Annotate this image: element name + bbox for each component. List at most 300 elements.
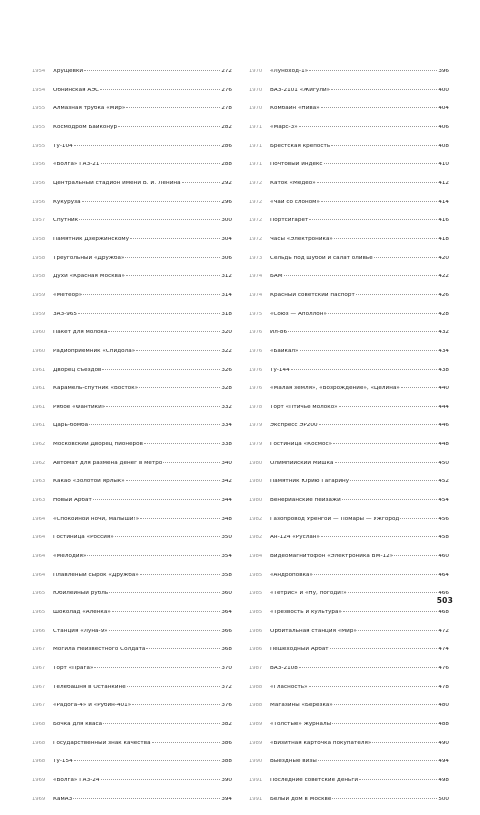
toc-entry [32, 647, 232, 666]
entry-page-number: 454 [438, 498, 449, 504]
entry-page-number: 348 [221, 516, 232, 522]
entry-page-number: 450 [438, 460, 449, 466]
entry-title: «Марс-3» [270, 124, 298, 130]
entry-year: 1976 [249, 348, 263, 354]
entry-title: Хрущёвки [53, 69, 84, 74]
entry-year: 1957 [32, 218, 46, 224]
entry-year: 1972 [249, 180, 263, 186]
toc-entry [249, 144, 449, 163]
entry-year: 1967 [32, 684, 46, 690]
entry-title: «Метеор» [53, 292, 83, 298]
toc-entry [249, 405, 449, 424]
entry-page-number: 434 [438, 348, 449, 354]
dot-leader [374, 257, 438, 258]
dot-leader [332, 798, 437, 799]
entry-year: 1971 [249, 124, 263, 130]
entry-page-number: 320 [221, 330, 232, 336]
entry-title: ВАЗ-2108 [270, 666, 298, 671]
entry-title: «Визитная карточка покупателя» [270, 740, 372, 746]
toc-entry [32, 554, 232, 573]
toc-entry [32, 200, 232, 219]
entry-year: 1962 [32, 460, 46, 466]
entry-year: 1965 [32, 610, 46, 616]
toc-entry [249, 386, 449, 405]
toc-entry [32, 461, 232, 480]
entry-title: Алмазная трубка «Мир» [53, 106, 126, 112]
entry-page-number: 396 [438, 69, 449, 74]
entry-page-number: 476 [438, 666, 449, 671]
dot-leader [333, 443, 437, 444]
entry-page-number: 438 [438, 367, 449, 373]
dot-leader [300, 350, 438, 351]
entry-title: БАМ [270, 274, 283, 280]
entry-year: 1966 [32, 628, 46, 634]
page-number: 503 [436, 596, 453, 605]
entry-page-number: 276 [221, 87, 232, 93]
dot-leader [83, 294, 220, 295]
entry-page-number: 300 [221, 218, 232, 224]
entry-year: 1955 [32, 124, 46, 130]
toc-entry [32, 629, 232, 648]
dot-leader [401, 387, 437, 388]
entry-title: Ил-86 [270, 330, 288, 336]
entry-page-number: 296 [221, 199, 232, 205]
entry-page-number: 328 [221, 386, 232, 392]
entry-page-number: 456 [438, 516, 449, 522]
entry-title: «Мелодия» [53, 554, 87, 560]
toc-entry [249, 535, 449, 554]
entry-year: 1955 [32, 143, 46, 149]
entry-page-number: 326 [221, 367, 232, 373]
entry-page-number: 286 [221, 143, 232, 149]
toc-entry [249, 312, 449, 331]
dot-leader [102, 369, 220, 370]
entry-year: 1970 [249, 87, 263, 93]
dot-leader [139, 387, 220, 388]
entry-page-number: 394 [221, 796, 232, 802]
dot-leader [342, 499, 438, 500]
toc-entry [32, 218, 232, 237]
entry-year: 1984 [249, 554, 263, 560]
toc-entry [32, 703, 232, 722]
entry-page-number: 490 [438, 740, 449, 746]
entry-page-number: 360 [221, 591, 232, 597]
dot-leader [321, 107, 438, 108]
entry-year: 1961 [32, 386, 46, 392]
entry-page-number: 332 [221, 404, 232, 410]
entry-title: Экспресс ЭР200 [270, 423, 318, 429]
entry-title: Бочка для кваса [53, 721, 103, 727]
toc-entry [249, 181, 449, 200]
entry-page-number: 452 [438, 479, 449, 485]
entry-year: 1964 [32, 516, 46, 522]
entry-year: 1955 [32, 106, 46, 112]
toc-entry [249, 423, 449, 442]
toc-entry [249, 685, 449, 704]
entry-title: Ту-104 [53, 143, 73, 149]
entry-page-number: 408 [438, 143, 449, 149]
entry-title: «Байкал» [270, 348, 299, 354]
entry-page-number: 446 [438, 423, 449, 429]
entry-page-number: 318 [221, 311, 232, 317]
entry-year: 1968 [32, 721, 46, 727]
entry-year: 1985 [249, 591, 263, 597]
entry-title: Станция «Луна-9» [53, 628, 108, 634]
entry-title: Ан-124 «Руслан» [270, 535, 320, 541]
toc-entry [249, 703, 449, 722]
entry-page-number: 480 [438, 703, 449, 709]
entry-year: 1968 [32, 740, 46, 746]
toc-entry [32, 125, 232, 144]
toc-entry [249, 461, 449, 480]
entry-title: Белый дом в Москве [270, 796, 332, 802]
entry-page-number: 416 [438, 218, 449, 224]
dot-leader [334, 238, 437, 239]
dot-leader [299, 667, 437, 668]
entry-page-number: 412 [438, 180, 449, 186]
dot-leader [109, 592, 220, 593]
toc-entry [249, 330, 449, 349]
dot-leader [125, 257, 220, 258]
dot-leader [394, 555, 437, 556]
entry-year: 1982 [249, 535, 263, 541]
dot-leader [79, 219, 220, 220]
entry-year: 1974 [249, 274, 263, 280]
entry-title: Портсигарет [270, 218, 309, 224]
entry-title: Красный советский паспорт [270, 292, 355, 298]
entry-page-number: 414 [438, 199, 449, 205]
toc-entry [32, 88, 232, 107]
dot-leader [136, 350, 220, 351]
toc-entry [32, 778, 232, 797]
entry-page-number: 440 [438, 386, 449, 392]
dot-leader [126, 275, 220, 276]
entry-page-number: 304 [221, 236, 232, 242]
entry-title: Треугольный «Дружба» [53, 255, 125, 261]
entry-title: «Толстые» журналы [270, 721, 332, 727]
dot-leader [93, 499, 220, 500]
entry-page-number: 468 [438, 610, 449, 616]
entry-title: Каток «Медео» [270, 180, 316, 186]
entry-title: Плавленый сырок «Дружба» [53, 572, 139, 578]
dot-leader [309, 70, 437, 71]
entry-page-number: 478 [438, 684, 449, 690]
entry-title: Телебашня в Останкине [53, 684, 126, 690]
entry-page-number: 428 [438, 311, 449, 317]
entry-title: Какао «Золотой ярлык» [53, 479, 125, 485]
toc-entry [249, 368, 449, 387]
toc-entry [249, 759, 449, 778]
toc-entry [32, 256, 232, 275]
entry-title: Центральный стадион имени В. И. Ленина [53, 180, 181, 186]
entry-title: Ту-154 [53, 759, 73, 765]
entry-year: 1978 [249, 404, 263, 410]
dot-leader [82, 201, 221, 202]
entry-title: ЗАЗ-965 [53, 311, 78, 317]
entry-title: КамАЗ [53, 796, 73, 802]
entry-title: Царь-бомба [53, 423, 89, 429]
toc-entry [249, 218, 449, 237]
entry-title: Радиоприемник «Спидола» [53, 348, 136, 354]
entry-year: 1979 [249, 423, 263, 429]
entry-title: Духи «Красная Москва» [53, 274, 125, 280]
toc-entry [32, 666, 232, 685]
dot-leader [334, 704, 437, 705]
entry-year: 1988 [249, 684, 263, 690]
dot-leader [372, 742, 437, 743]
dot-leader [284, 275, 438, 276]
dot-leader [314, 574, 437, 575]
entry-title: Венерианские пейзажи [270, 498, 341, 504]
toc-entry [249, 237, 449, 256]
entry-page-number: 426 [438, 292, 449, 298]
entry-title: Памятник Юрию Гагарину [270, 479, 350, 485]
dot-leader [126, 107, 220, 108]
entry-title: «Волга» ГАЗ-21 [53, 162, 100, 168]
entry-year: 1958 [32, 255, 46, 261]
dot-leader [140, 518, 220, 519]
dot-leader [74, 145, 221, 146]
entry-title: Космодром Байконур [53, 124, 118, 130]
entry-year: 1991 [249, 777, 263, 783]
entry-title: Магазины «Березка» [270, 703, 333, 709]
entry-page-number: 312 [221, 274, 232, 280]
dot-leader [101, 779, 221, 780]
entry-title: ВАЗ-2101 «Жигули» [270, 87, 331, 93]
dot-leader [152, 742, 221, 743]
entry-title: Московский Дворец пионеров [53, 442, 143, 448]
entry-page-number: 488 [438, 721, 449, 727]
toc-entry [32, 610, 232, 629]
entry-title: «Тетрис» и «Ну, погоди!» [270, 591, 347, 597]
entry-title: Автомат для размена денег в метро [53, 460, 163, 466]
entry-title: Карамель-спутник «Восток» [53, 386, 139, 392]
entry-page-number: 322 [221, 348, 232, 354]
entry-year: 1963 [32, 498, 46, 504]
entry-year: 1961 [32, 404, 46, 410]
toc-entry [32, 405, 232, 424]
entry-page-number: 272 [221, 69, 232, 74]
entry-year: 1960 [32, 348, 46, 354]
entry-title: Торт «Прага» [53, 666, 94, 671]
toc-entry [32, 386, 232, 405]
dot-leader [74, 760, 221, 761]
toc-entry [249, 666, 449, 685]
entry-title: Ту-144 [270, 367, 290, 373]
contents-column-right [249, 69, 449, 815]
entry-title: Пакет для молока [53, 330, 108, 336]
toc-entry [32, 423, 232, 442]
entry-title: Гостиница «Россия» [53, 535, 114, 541]
entry-page-number: 500 [438, 796, 449, 802]
entry-title: Часы «Электроника» [270, 236, 333, 242]
entry-page-number: 278 [221, 106, 232, 112]
dot-leader [78, 313, 220, 314]
entry-year: 1989 [249, 721, 263, 727]
entry-year: 1990 [249, 759, 263, 765]
dot-leader [115, 536, 221, 537]
entry-year: 1970 [249, 69, 263, 74]
entry-page-number: 444 [438, 404, 449, 410]
entry-title: Обнинская АЭС [53, 87, 100, 93]
entry-year: 1979 [249, 442, 263, 448]
entry-page-number: 364 [221, 610, 232, 616]
entry-page-number: 494 [438, 759, 449, 765]
toc-entry [32, 797, 232, 815]
toc-entry [32, 349, 232, 368]
dot-leader [319, 424, 438, 425]
toc-entry [32, 498, 232, 517]
entry-year: 1961 [32, 367, 46, 373]
entry-page-number: 404 [438, 106, 449, 112]
entry-year: 1988 [249, 703, 263, 709]
entry-title: Олимпийский Мишка [270, 460, 334, 466]
dot-leader [350, 480, 437, 481]
entry-page-number: 400 [438, 87, 449, 93]
dot-leader [330, 648, 438, 649]
entry-page-number: 466 [438, 591, 449, 597]
toc-entry [249, 106, 449, 125]
entry-page-number: 282 [221, 124, 232, 130]
entry-title: «Андроповка» [270, 572, 313, 578]
toc-entry [32, 312, 232, 331]
entry-title: Выездные визы [270, 759, 317, 765]
entry-page-number: 358 [221, 572, 232, 578]
entry-year: 1964 [32, 554, 46, 560]
entry-title: Государственный знак качества [53, 740, 151, 746]
toc-entry [249, 88, 449, 107]
toc-entry [249, 125, 449, 144]
toc-entry [249, 517, 449, 536]
toc-entry [32, 274, 232, 293]
dot-leader [400, 518, 437, 519]
entry-title: Торт «Птичье молоко» [270, 404, 338, 410]
dot-leader [112, 611, 221, 612]
toc-entry [249, 442, 449, 461]
toc-entry [249, 200, 449, 219]
entry-year: 1965 [32, 591, 46, 597]
entry-page-number: 432 [438, 330, 449, 336]
dot-leader [331, 89, 437, 90]
dot-leader [291, 369, 438, 370]
entry-page-number: 382 [221, 721, 232, 727]
entry-year: 1971 [249, 162, 263, 168]
entry-title: Брестская крепость [270, 143, 331, 149]
entry-year: 1969 [32, 796, 46, 802]
toc-entry [32, 722, 232, 741]
entry-year: 1971 [249, 143, 263, 149]
entry-title: «Союз — Аполлон» [270, 311, 327, 317]
entry-page-number: 460 [438, 554, 449, 560]
entry-year: 1976 [249, 330, 263, 336]
entry-year: 1956 [32, 180, 46, 186]
dot-leader [359, 779, 437, 780]
entry-title: Последние советские деньги [270, 777, 359, 783]
dot-leader [321, 201, 437, 202]
toc-entry [249, 797, 449, 815]
entry-page-number: 458 [438, 535, 449, 541]
toc-entry [32, 591, 232, 610]
entry-page-number: 288 [221, 162, 232, 168]
dot-leader [318, 760, 438, 761]
entry-year: 1962 [32, 442, 46, 448]
dot-leader [109, 630, 221, 631]
entry-year: 1972 [249, 218, 263, 224]
toc-entry [32, 368, 232, 387]
toc-entry [249, 647, 449, 666]
dot-leader [356, 294, 438, 295]
dot-leader [317, 182, 438, 183]
entry-title: Кукуруза [53, 199, 81, 205]
entry-page-number: 464 [438, 572, 449, 578]
entry-year: 1960 [32, 330, 46, 336]
entry-page-number: 354 [221, 554, 232, 560]
entry-year: 1964 [32, 572, 46, 578]
entry-title: Сельдь под шубой и салат оливье [270, 255, 373, 261]
dot-leader [84, 70, 220, 71]
entry-page-number: 386 [221, 740, 232, 746]
entry-page-number: 350 [221, 535, 232, 541]
entry-year: 1959 [32, 292, 46, 298]
toc-entry [249, 349, 449, 368]
entry-page-number: 368 [221, 647, 232, 653]
entry-year: 1959 [32, 311, 46, 317]
entry-title: Шоколад «Аленка» [53, 610, 111, 616]
entry-title: Памятник Дзержинскому [53, 236, 130, 242]
dot-leader [339, 406, 438, 407]
entry-year: 1967 [32, 666, 46, 671]
dot-leader [324, 163, 438, 164]
toc-entry [32, 106, 232, 125]
toc-entry [249, 610, 449, 629]
entry-year: 1961 [32, 423, 46, 429]
entry-page-number: 448 [438, 442, 449, 448]
entry-page-number: 390 [221, 777, 232, 783]
entry-year: 1958 [32, 236, 46, 242]
dot-leader [140, 574, 220, 575]
dot-leader [309, 219, 437, 220]
entry-title: «Трезвость и культура» [270, 610, 342, 616]
toc-entry [32, 759, 232, 778]
entry-page-number: 406 [438, 124, 449, 130]
entry-title: Рябое «Фантики» [53, 404, 106, 410]
entry-title: Могила Неизвестного Солдата [53, 647, 146, 653]
dot-leader [94, 667, 220, 668]
entry-page-number: 344 [221, 498, 232, 504]
entry-page-number: 306 [221, 255, 232, 261]
toc-entry [249, 498, 449, 517]
entry-year: 1976 [249, 386, 263, 392]
dot-leader [127, 686, 221, 687]
toc-entry [32, 181, 232, 200]
dot-leader [343, 611, 437, 612]
toc-entry [249, 722, 449, 741]
toc-entry [32, 330, 232, 349]
dot-leader [309, 686, 438, 687]
dot-leader [101, 163, 221, 164]
entry-page-number: 418 [438, 236, 449, 242]
entry-year: 1954 [32, 69, 46, 74]
toc-entry [249, 573, 449, 592]
entry-title: Пешеходный Арбат [270, 647, 329, 653]
dot-leader [144, 443, 220, 444]
entry-year: 1972 [249, 236, 263, 242]
entry-year: 1976 [249, 367, 263, 373]
toc-entry [32, 535, 232, 554]
dot-leader [130, 238, 220, 239]
dot-leader [163, 462, 220, 463]
entry-title: «Спокойной ночи, малыши!» [53, 516, 140, 522]
